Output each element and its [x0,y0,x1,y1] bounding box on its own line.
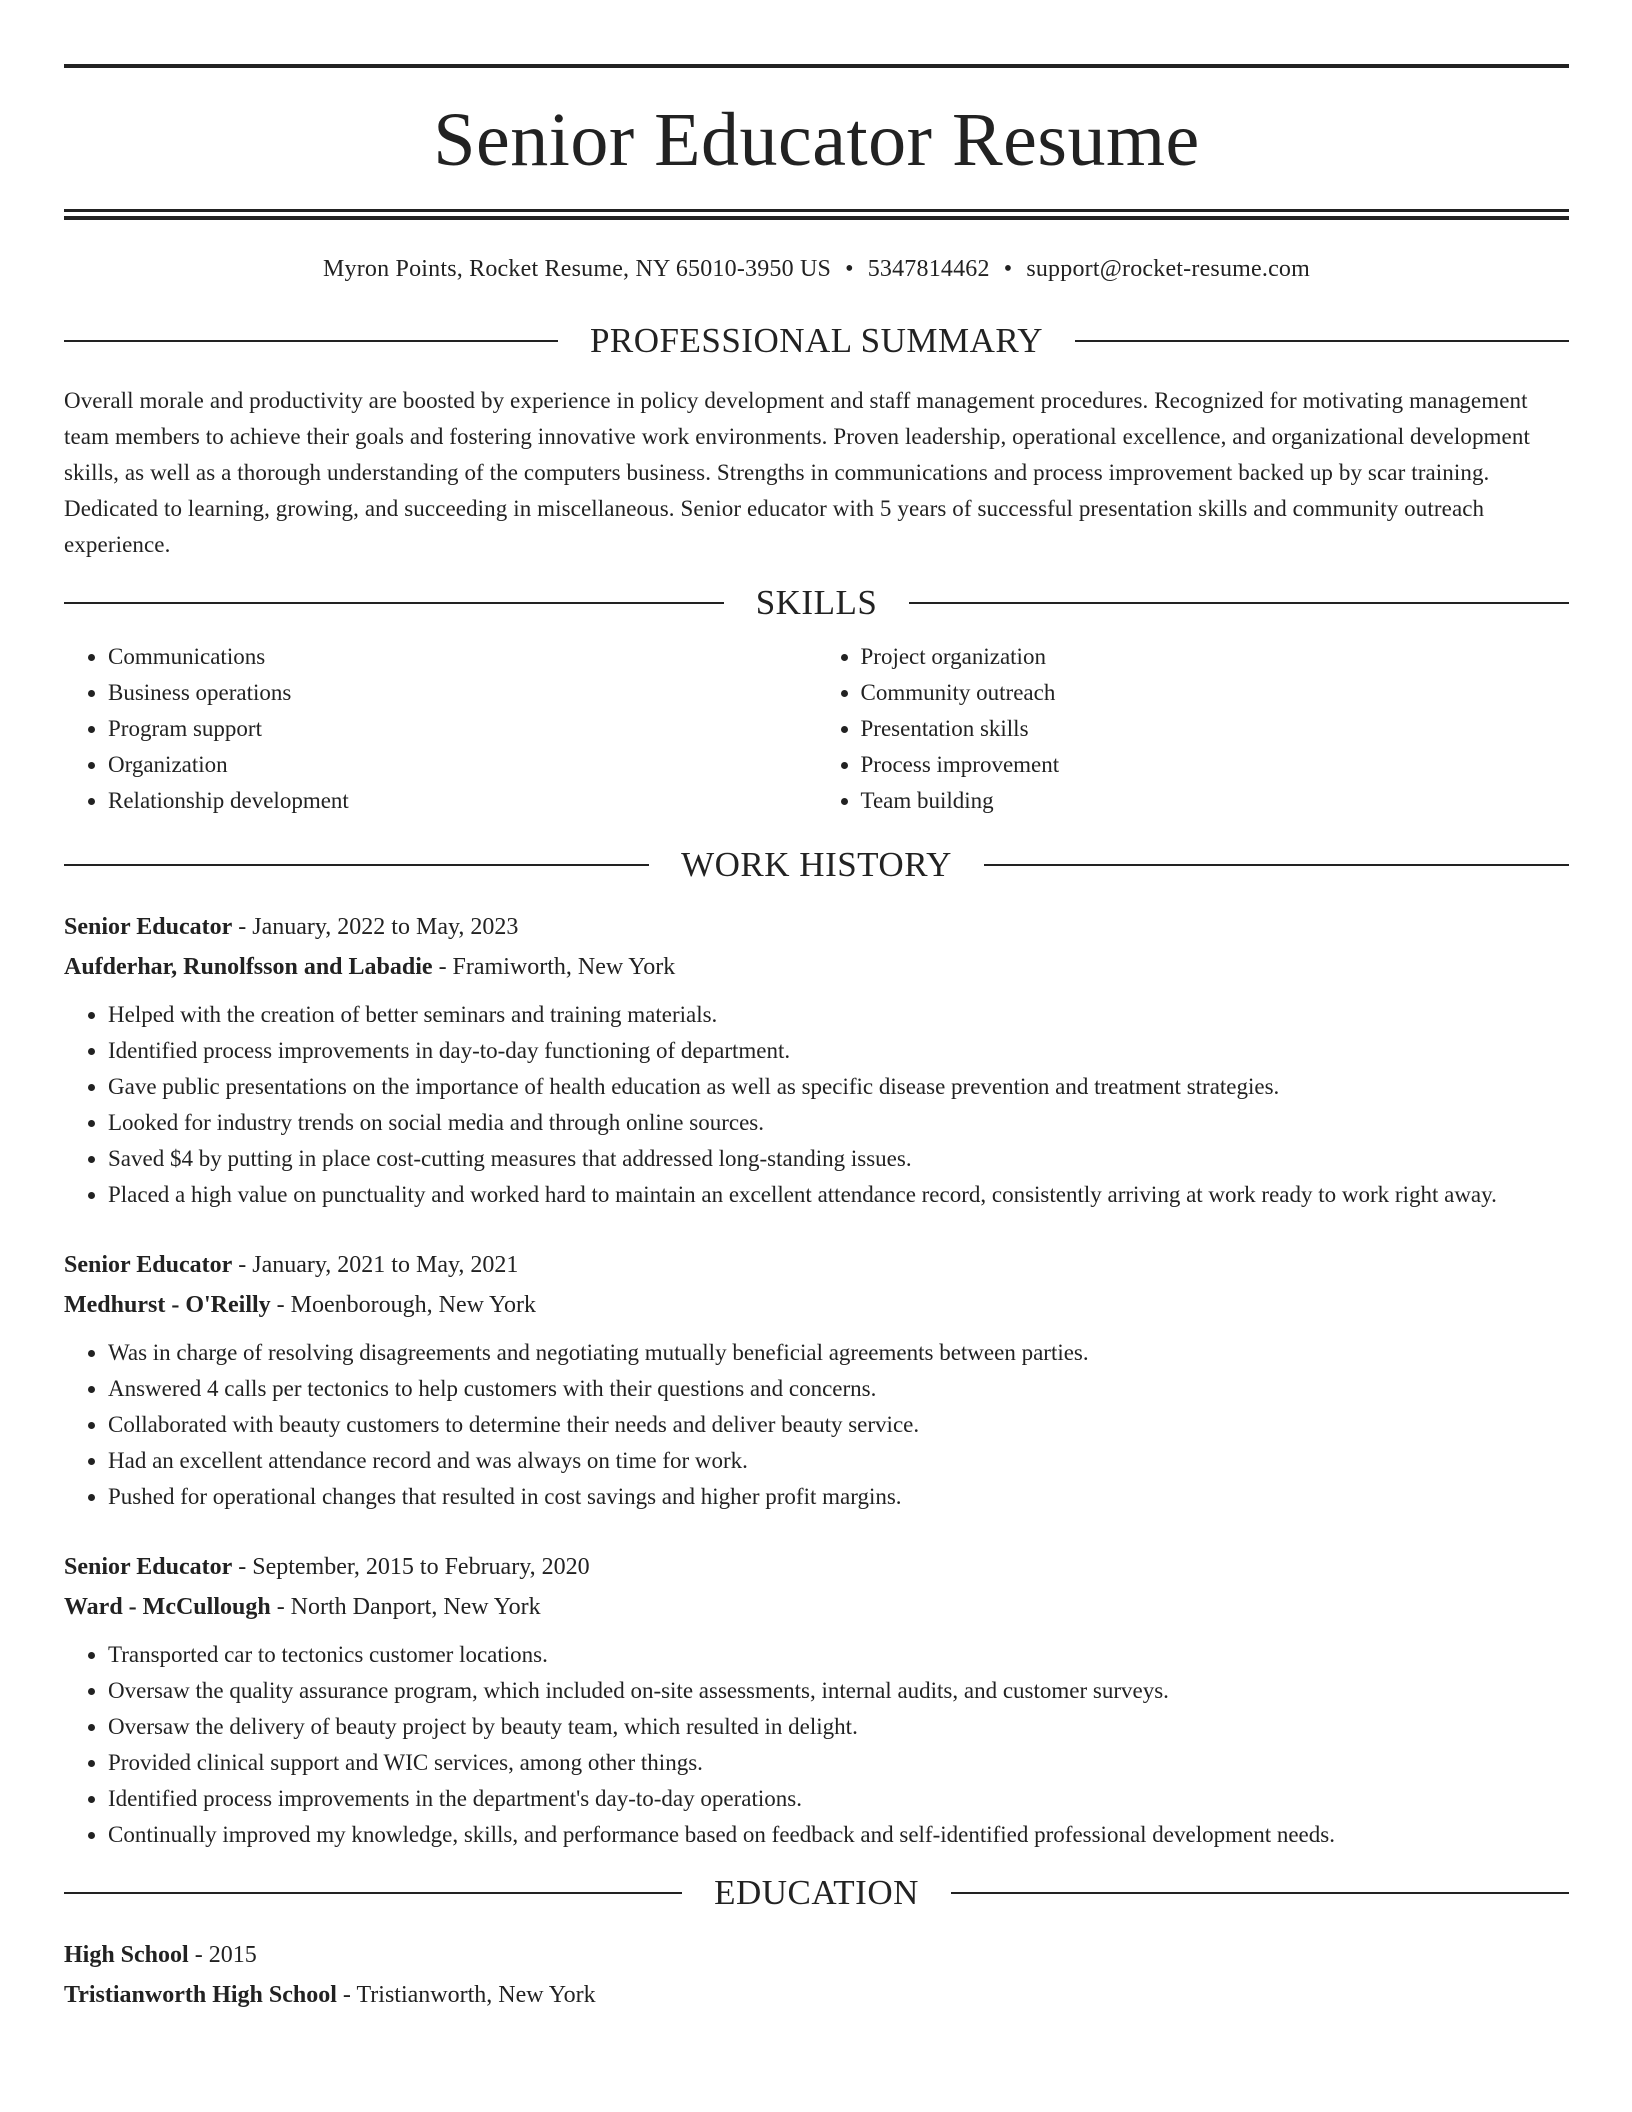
job-company: Ward - McCullough [64,1594,271,1620]
education-degree-line [64,1935,1569,1975]
section-heading-label: EDUCATION [714,1873,919,1912]
job-company-line [64,1285,1569,1325]
job-company-line [64,1587,1569,1627]
job-title: Senior Educator [64,1252,233,1278]
job-title: Senior Educator [64,914,233,940]
skill-item: • Organization [108,747,817,783]
job-title-line [64,907,1569,947]
skill-item: • Process improvement [861,747,1570,783]
job-bullets [64,1637,1569,1853]
divider [64,1892,682,1894]
job-bullet: • Placed a high value on punctuality and worked hard to maintain an excellent attendance record, consistently arriving at work ready to work right away. [108,1177,1569,1213]
skill-item: • Business operations [108,675,817,711]
skill-item: • Community outreach [861,675,1570,711]
job-entry [64,1547,1569,1853]
education-year: - 2015 [188,1942,257,1968]
section-heading-label: WORK HISTORY [681,845,952,884]
skill-item: • Relationship development [108,783,817,819]
section-heading-work-history [64,845,1569,885]
job-bullet: • Continually improved my knowledge, skills, and performance based on feedback and self-identified professional development needs. [108,1817,1569,1853]
resume-page [64,64,1569,2015]
skills-column-left [64,639,817,819]
education-entry [64,1935,1569,2015]
job-title-line [64,1245,1569,1285]
job-dates: - January, 2022 to May, 2023 [232,914,519,940]
divider [64,602,724,604]
job-bullet: • Pushed for operational changes that resulted in cost savings and higher profit margins. [108,1479,1569,1515]
education-degree: High School [64,1942,189,1968]
job-company-line [64,947,1569,987]
job-bullets [64,997,1569,1213]
job-bullet: • Transported car to tectonics customer locations. [108,1637,1569,1673]
job-title-line [64,1547,1569,1587]
divider [984,864,1569,866]
skills-column-right [817,639,1570,819]
job-dates: - January, 2021 to May, 2021 [232,1252,519,1278]
divider [1075,340,1569,342]
job-bullet: • Was in charge of resolving disagreements and negotiating mutually beneficial agreements between parties. [108,1335,1569,1371]
education-school: Tristianworth High School [64,1982,337,2008]
contact-phone: 5347814462 [867,256,990,282]
skill-item: • Communications [108,639,817,675]
job-company: Aufderhar, Runolfsson and Labadie [64,954,433,980]
divider [64,340,558,342]
education-school-line [64,1975,1569,2015]
section-heading-label: SKILLS [755,583,878,622]
job-entry [64,1245,1569,1515]
top-rule [64,64,1569,68]
job-bullet: • Provided clinical support and WIC services, among other things. [108,1745,1569,1781]
job-bullet: • Looked for industry trends on social media and through online sources. [108,1105,1569,1141]
job-bullet: • Identified process improvements in day-to-day functioning of department. [108,1033,1569,1069]
job-dates: - September, 2015 to February, 2020 [232,1554,590,1580]
resume-title: Senior Educator Resume [433,98,1200,182]
job-bullet: • Oversaw the delivery of beauty project by beauty team, which resulted in delight. [108,1709,1569,1745]
job-location: - North Danport, New York [270,1594,541,1620]
job-bullet: • Identified process improvements in the department's day-to-day operations. [108,1781,1569,1817]
skill-item: • Team building [861,783,1570,819]
divider [951,1892,1569,1894]
summary-text: Overall morale and productivity are boosted by experience in policy development and staff management procedures. Recognized for motivating management team members to achieve their goals and fostering innovative work environments. Proven leadership, operational excellence, and organizational development skills, as well as a thorough understanding of the computers business. Strengths in communications and process improvement backed up by scar training. Dedicated to learning, growing, and succeeding in miscellaneous. Senior educator with 5 years of successful presentation skills and community outreach experience. [64,388,1530,557]
contact-line [64,254,1569,284]
divider [909,602,1569,604]
job-bullet: • Saved $4 by putting in place cost-cutting measures that addressed long-standing issues. [108,1141,1569,1177]
skill-item: • Project organization [861,639,1570,675]
job-bullet: • Collaborated with beauty customers to determine their needs and deliver beauty service. [108,1407,1569,1443]
job-title: Senior Educator [64,1554,233,1580]
section-heading-skills [64,583,1569,623]
contact-separator: • [845,256,854,282]
education-location: - Tristianworth, New York [336,1982,596,2008]
job-bullet: • Oversaw the quality assurance program, which included on-site assessments, internal audits, and customer surveys. [108,1673,1569,1709]
job-entry [64,907,1569,1213]
section-heading-summary [64,321,1569,361]
section-heading-education [64,1873,1569,1913]
title-double-rule [64,209,1569,220]
job-bullet: • Helped with the creation of better seminars and training materials. [108,997,1569,1033]
job-location: - Framiworth, New York [432,954,676,980]
contact-email: support@rocket-resume.com [1026,256,1310,282]
skill-item: • Program support [108,711,817,747]
job-bullets [64,1335,1569,1515]
job-bullet: • Had an excellent attendance record and was always on time for work. [108,1443,1569,1479]
divider [64,864,649,866]
skills-list [64,639,1569,819]
job-location: - Moenborough, New York [270,1292,536,1318]
job-bullet: • Gave public presentations on the importance of health education as well as specific disease prevention and treatment strategies. [108,1069,1569,1105]
section-heading-label: PROFESSIONAL SUMMARY [589,321,1044,360]
job-bullet: • Answered 4 calls per tectonics to help customers with their questions and concerns. [108,1371,1569,1407]
skill-item: • Presentation skills [861,711,1570,747]
contact-address: Myron Points, Rocket Resume, NY 65010-3950 US [322,256,832,282]
contact-separator: • [1003,256,1013,282]
job-company: Medhurst - O'Reilly [64,1292,271,1318]
